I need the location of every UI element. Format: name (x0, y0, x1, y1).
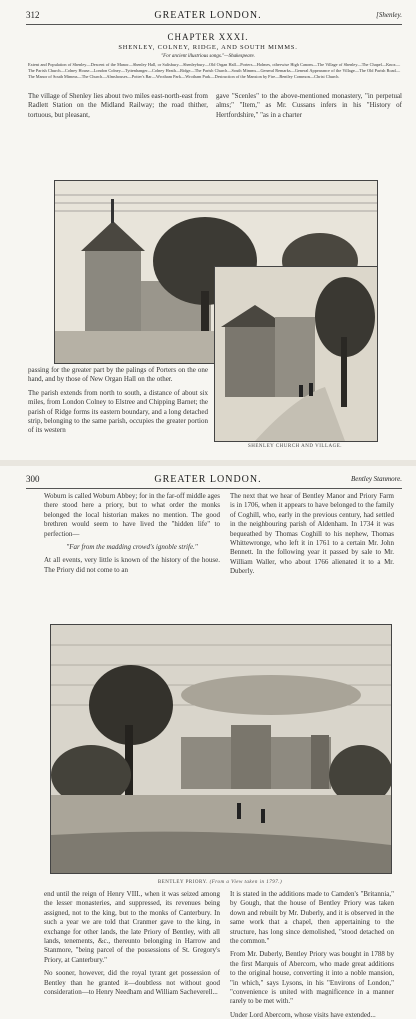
priory-illustration (51, 625, 391, 873)
paragraph: No sooner, however, did the royal tyrant get possession of Bentley than he granted it—doubtless not without good consideration—to Henry Needham and William Sacheverell... (44, 969, 220, 997)
paragraph: The parish extends from north to south, a distance of about six miles, from London Colney to Elstree and Chipping Barnet; the parish of Ridge forms its eastern boundary, and a long detached strip, belonging to the same parish, occupies the greater portion of its western (28, 388, 208, 435)
page-one (0, 0, 416, 462)
page-number: 300 (26, 474, 40, 484)
column-one-lower (28, 366, 208, 440)
village-illustration (215, 267, 377, 441)
chapter-contents: Extent and Population of Shenley—Descent of the Manor—Shenley Hall, or Salisbury—Shenleybury—Old Organ Hall—Porters—Holmes, otherwise High Canons—The Village of Shenley—The Chapel—Knox—The Parish Church—Colney House—London Colney—Tyttenhanger—Colney Heath—Ridge—The Parish Church—South Mimms—General Remarks—General Appearance of the Village—The Old Parish Road—The Manor of South Mimms—The Church—Almshouses—Potter's Bar—Wrotham Park—Wrotham Park—Destruction of the Mansion by Fire—Bentley Common—Christ Church. (28, 62, 400, 79)
shenley-village-engraving (214, 266, 378, 442)
chapter-subtitle: SHENLEY, COLNEY, RIDGE, AND SOUTH MIMMS. (118, 44, 298, 51)
page-two (0, 466, 416, 1019)
header-rule (26, 488, 402, 489)
caption-date: (From a View taken in 1797.) (209, 880, 283, 885)
column-one-top (44, 492, 220, 579)
chapter-epigraph: "For ancient illustrious songs."—Shakespeare. (161, 54, 255, 59)
column-two-top: The next that we hear of Bentley Manor and Priory Farm is in 1706, when it appears to have belonged to the family of Coghill, who, early in the previous century, had settled in the neighbouring parish of Aldenham. In 1734 it was bequeathed by Thomas Coghill to his nephew, Thomas Whittewronge, who left it in 1761 to a certain Mr. John Bennett. In the following year it passed by sale to Mr. William Waller, who about 1766 alienated it to a Mr. Duberly. (230, 492, 394, 576)
column-one-intro: The village of Shenley lies about two miles east-north-east from Radlett Station on the Midland Railway; the road thither, tortuous, but pleasant, (28, 92, 208, 119)
running-title: GREATER LONDON. (154, 10, 262, 21)
column-two-intro: gave "Scenles" to the above-mentioned monastery, "in perpetual alms;" "Item," as Mr. Cussans infers in his "History of Hertfordshire," "as in a charter (216, 92, 402, 119)
figure-caption: SHENLEY CHURCH AND VILLAGE. (247, 444, 343, 449)
paragraph: end until the reign of Henry VIII., when it was seized among the lesser monasteries, and suppressed, its revenues being assigned, not to the king, but to the monks of Canterbury. In such a year we are told that Cranmer gave to the king, in exchange for other lands, the late Priory of Bentley, with all lands, tenements, &c., thereunto belonging in Harrow and Stanmore, "being parcel of the possessions of St. Gregory's Priory, at Canterbury." (44, 890, 220, 964)
bentley-priory-engraving (50, 624, 392, 874)
running-section: [Shenley. (376, 11, 402, 19)
paragraph: Under Lord Abercorn, whose visits have extended... (230, 1010, 376, 1019)
running-title: GREATER LONDON. (154, 474, 262, 485)
paragraph: At all events, very little is known of the history of the house. The Priory did not come to an (44, 556, 220, 574)
caption-title: BENTLEY PRIORY. (157, 880, 208, 885)
chapter-heading: CHAPTER XXXI. (167, 32, 249, 42)
column-two-bottom (230, 890, 394, 1019)
figure-caption (50, 880, 390, 885)
header-rule (26, 24, 402, 25)
paragraph: Woburn is called Woburn Abbey; for in the far-off middle ages there stood here a priory, but to what order the monks belonged the local historian makes no mention. The good brethren would seem to have lived the "hidden life" to perfection— (44, 492, 220, 538)
running-section: Bentley Stanmore. (350, 475, 402, 483)
page-number: 312 (26, 10, 40, 20)
column-one-bottom (44, 890, 220, 1001)
paragraph: passing for the greater part by the palings of Porters on the one hand, and by those of New Organ Hall on the other. (28, 366, 208, 384)
quotation: "Far from the madding crowd's ignoble strife." (66, 543, 198, 552)
paragraph: From Mr. Duberly, Bentley Priory was bought in 1788 by the first Marquis of Abercorn, who made great additions to the original house, converting it into a noble mansion, "in which," says Lysons, in his "Environs of London," "convenience is united with magnificence in a manner rarely to be met with." (230, 950, 394, 1006)
paragraph: It is stated in the additions made to Camden's "Britannia," by Gough, that the house of Bentley Priory was taken down and rebuilt by Mr. Duberly, and it is observed in the same work that a chapel, then appertaining to the structure, has long since demolished, "stood detached on the common." (230, 890, 394, 946)
